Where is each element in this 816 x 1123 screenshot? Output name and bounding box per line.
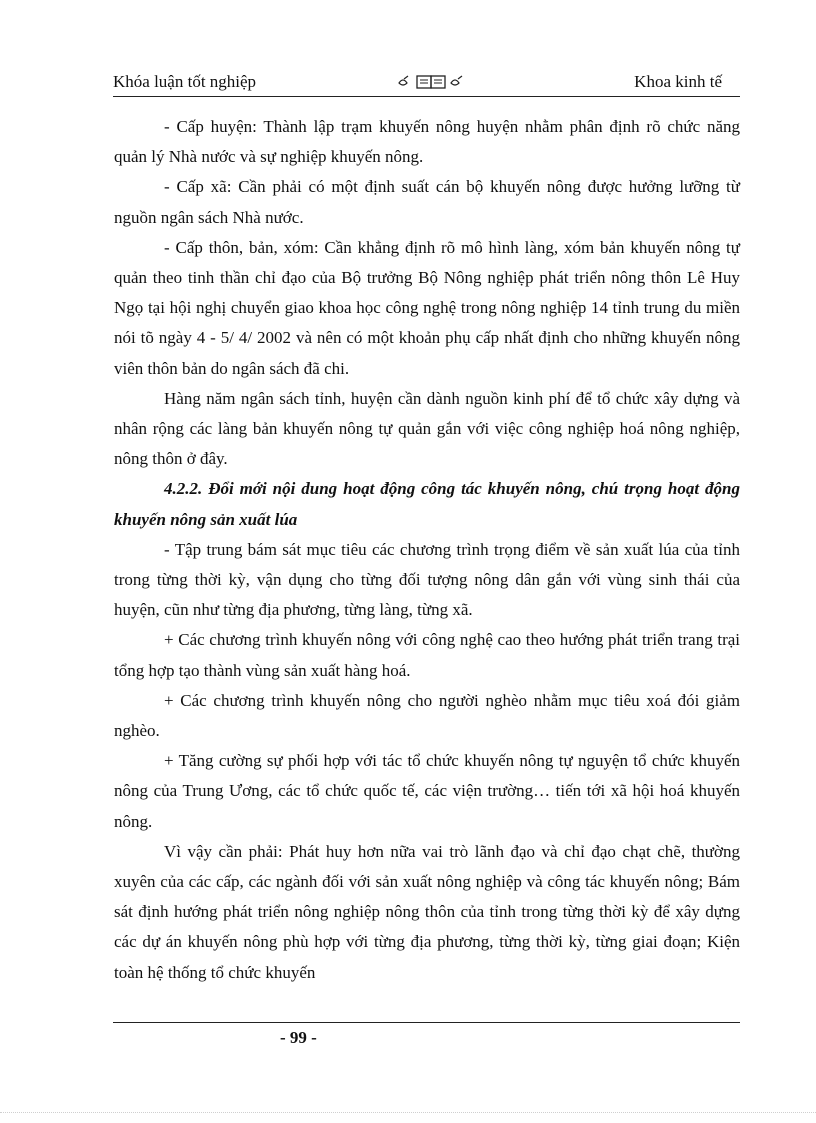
paragraph-cap-xa: - Cấp xã: Cần phải có một định suất cán bộ khuyến nông được hưởng lưỡng từ nguồn ngân sách Nhà nước. [114,177,740,227]
paragraph-vi-vay: Vì vậy cần phải: Phát huy hơn nữa vai trò lãnh đạo và chỉ đạo chạt chẽ, thường xuyên của các cấp, các ngành đối với sản xuất nông nghiệp và công tác khuyến nông; Bám sát định hướng phát triển nông nghiệp nông thôn của tỉnh trong từng thời kỳ để xây dựng các dự án khuyến nông phù hợp với từng địa phương, từng thời kỳ, từng giai đoạn; Kiện toàn hệ thống tổ chức khuyến [114,841,740,982]
page-edge-dotted-line [0,1112,816,1113]
paragraph-phoi-hop: + Tăng cường sự phối hợp với tác tổ chức khuyến nông tự nguyện tổ chức khuyến nông của Trung Ương, các tổ chức quốc tế, các viện trường… tiến tới xã hội hoá khuyến nông. [114,751,740,831]
paragraph-cong-nghe-cao: + Các chương trình khuyến nông với công nghệ cao theo hướng phát triển trang trại tổng hợp tạo thành vùng sản xuất hàng hoá. [114,630,740,680]
header-right-title: Khoa kinh tế [634,72,722,91]
footer-divider [113,1022,740,1023]
section-heading-4-2-2: 4.2.2. Đổi mới nội dung hoạt động công tác khuyến nông, chú trọng hoạt động khuyến nông sản xuất lúa [114,479,740,529]
paragraph-cap-huyen: - Cấp huyện: Thành lập trạm khuyến nông huyện nhằm phân định rõ chức năng quản lý Nhà nước và sự nghiệp khuyến nông. [114,117,740,167]
paragraph-ngan-sach: Hàng năm ngân sách tỉnh, huyện cần dành nguồn kinh phí để tổ chức xây dựng và nhân rộng các làng bản khuyến nông tự quản gắn với việc công nghiệp hoá nông nghiệp, nông thôn ở đây. [114,388,740,469]
paragraph-nguoi-ngheo: + Các chương trình khuyến nông cho người nghèo nhằm mục tiêu xoá đói giảm nghèo. [114,690,740,741]
page-number: - 99 - [280,1028,317,1047]
header-left-title: Khóa luận tốt nghiệp [113,72,257,91]
paragraph-cap-thon: - Cấp thôn, bản, xóm: Cần khẳng định rõ mô hình làng, xóm bản khuyến nông tự quản theo tinh thần chỉ đạo của Bộ trưởng Bộ Nông nghiệp phát triển nông thôn Lê Huy Ngọ tại hội nghị chuyển giao khoa học công nghệ trong nông nghiệp 14 tỉnh trung du miền nói tõ ngày 4 - 5/ 4/ 2002 và nên có một khoản phụ cấp nhất định cho những khuyến nông viên thôn bản do ngân sách đã chi. [114,237,740,378]
document-body [114,112,740,988]
paragraph-tap-trung: - Tập trung bám sát mục tiêu các chương trình trọng điểm về sản xuất lúa của tỉnh trong từng thời kỳ, vận dụng cho từng đối tượng nông dân gắn với vùng sinh thái của huyện, cũn như từng địa phương, từng làng, từng xã. [114,539,740,620]
page-header [113,70,740,97]
book-ornament-icon [395,73,471,91]
